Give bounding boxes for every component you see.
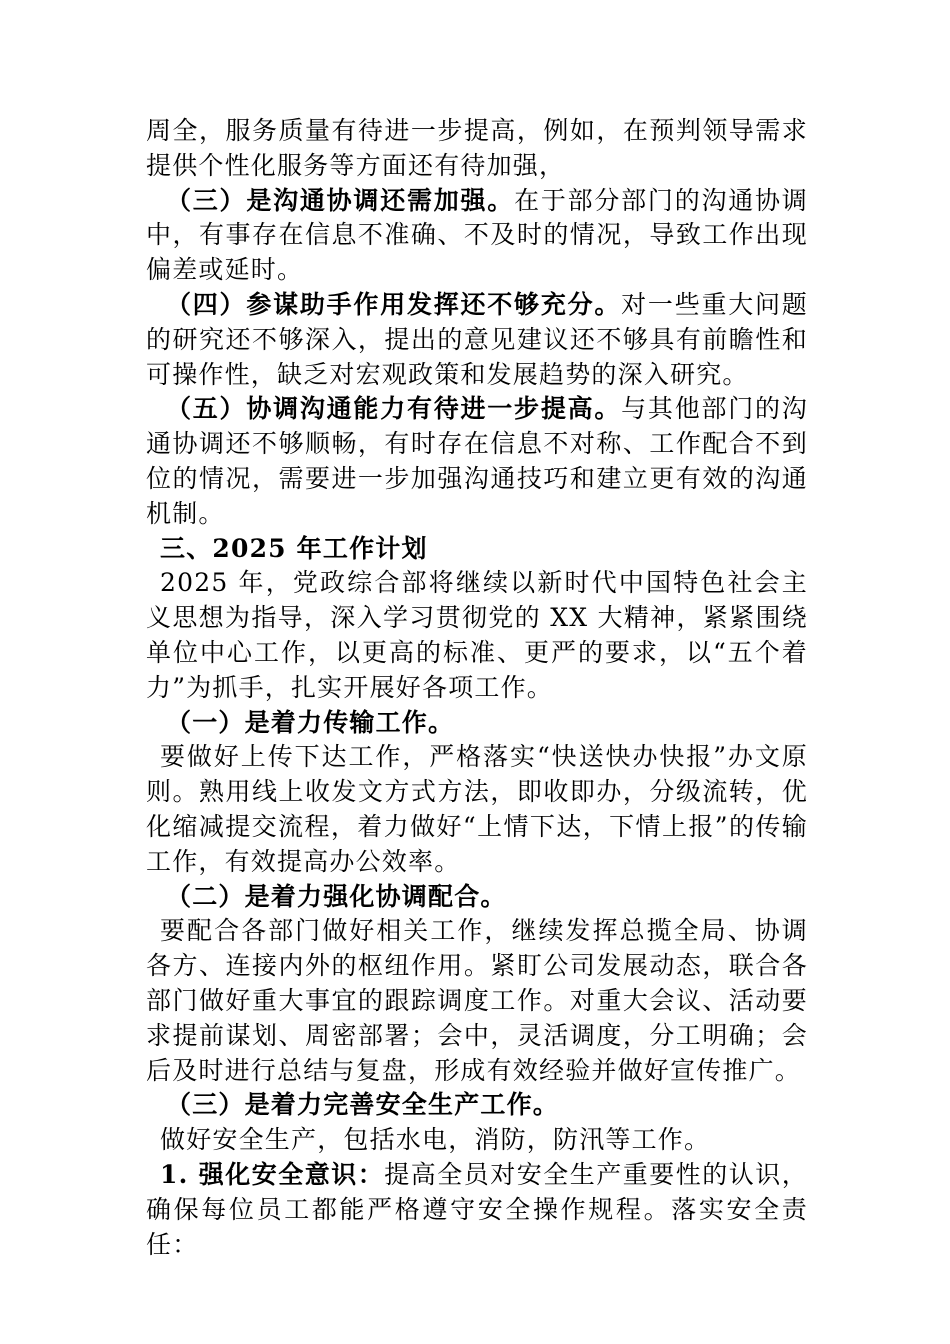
paragraph-plan-intro: 2025 年，党政综合部将继续以新时代中国特色社会主义思想为指导，深入学习贯彻党的 XX 大精神，紧紧围绕单位中心工作，以更高的标准、更严的要求，以“五个着力”为抓手，扎实开展好各项工作。	[146, 568, 808, 702]
paragraph-advisory-heading: （四）参谋助手作用发挥还不够充分。	[166, 289, 622, 319]
paragraph-coordination	[146, 392, 808, 531]
paragraph-safety-awareness-heading: 1. 强化安全意识：	[160, 1159, 385, 1189]
heading-safety: （三）是着力完善安全生产工作。	[166, 1090, 560, 1120]
paragraph-transmission: 要做好上传下达工作，严格落实“快送快办快报”办文原则。熟用线上收发文方式方法，即收即办，分级流转，优化缩减提交流程，着力做好“上情下达，下情上报”的传输工作，有效提高办公效率。	[146, 742, 808, 876]
section-title-2025-plan: 三、2025 年工作计划	[160, 533, 428, 563]
paragraph-communication	[146, 184, 808, 288]
paragraph-coordination-heading: （五）协调沟通能力有待进一步提高。	[166, 394, 622, 424]
document-page	[146, 114, 808, 1262]
paragraph-communication-heading: （三）是沟通协调还需加强。	[166, 185, 515, 215]
paragraph-coordination-body: 与其他部门的沟通协调还不够顺畅，有时存在信息不对称、工作配合不到位的情况，需要进一步加强沟通技巧和建立更有效的沟通机制。	[146, 394, 808, 528]
paragraph-safety: 做好安全生产，包括水电，消防，防汛等工作。	[160, 1125, 711, 1155]
paragraph-advisory-body: 对一些重大问题的研究还不够深入，提出的意见建议还不够具有前瞻性和可操作性，缺乏对宏观政策和发展趋势的深入研究。	[146, 289, 808, 389]
paragraph-cooperation: 要配合各部门做好相关工作，继续发挥总揽全局、协调各方、连接内外的枢纽作用。紧盯公司发展动态，联合各部门做好重大事宜的跟踪调度工作。对重大会议、活动要求提前谋划、周密部署；会中，灵活调度，分工明确；会后及时进行总结与复盘，形成有效经验并做好宣传推广。	[146, 916, 808, 1085]
heading-cooperation: （二）是着力强化协调配合。	[166, 881, 507, 911]
paragraph-safety-awareness	[146, 1158, 808, 1262]
paragraph-safety-awareness-body: 提高全员对安全生产重要性的认识，确保每位员工都能严格遵守安全操作规程。落实安全责任：	[146, 1159, 808, 1259]
paragraph-advisory	[146, 288, 808, 392]
paragraph-service-quality: 周全，服务质量有待进一步提高，例如，在预判领导需求提供个性化服务等方面还有待加强，	[146, 116, 808, 180]
heading-transmission: （一）是着力传输工作。	[166, 707, 455, 737]
paragraph-communication-body: 在于部分部门的沟通协调中，有事存在信息不准确、不及时的情况，导致工作出现偏差或延时。	[146, 185, 808, 285]
